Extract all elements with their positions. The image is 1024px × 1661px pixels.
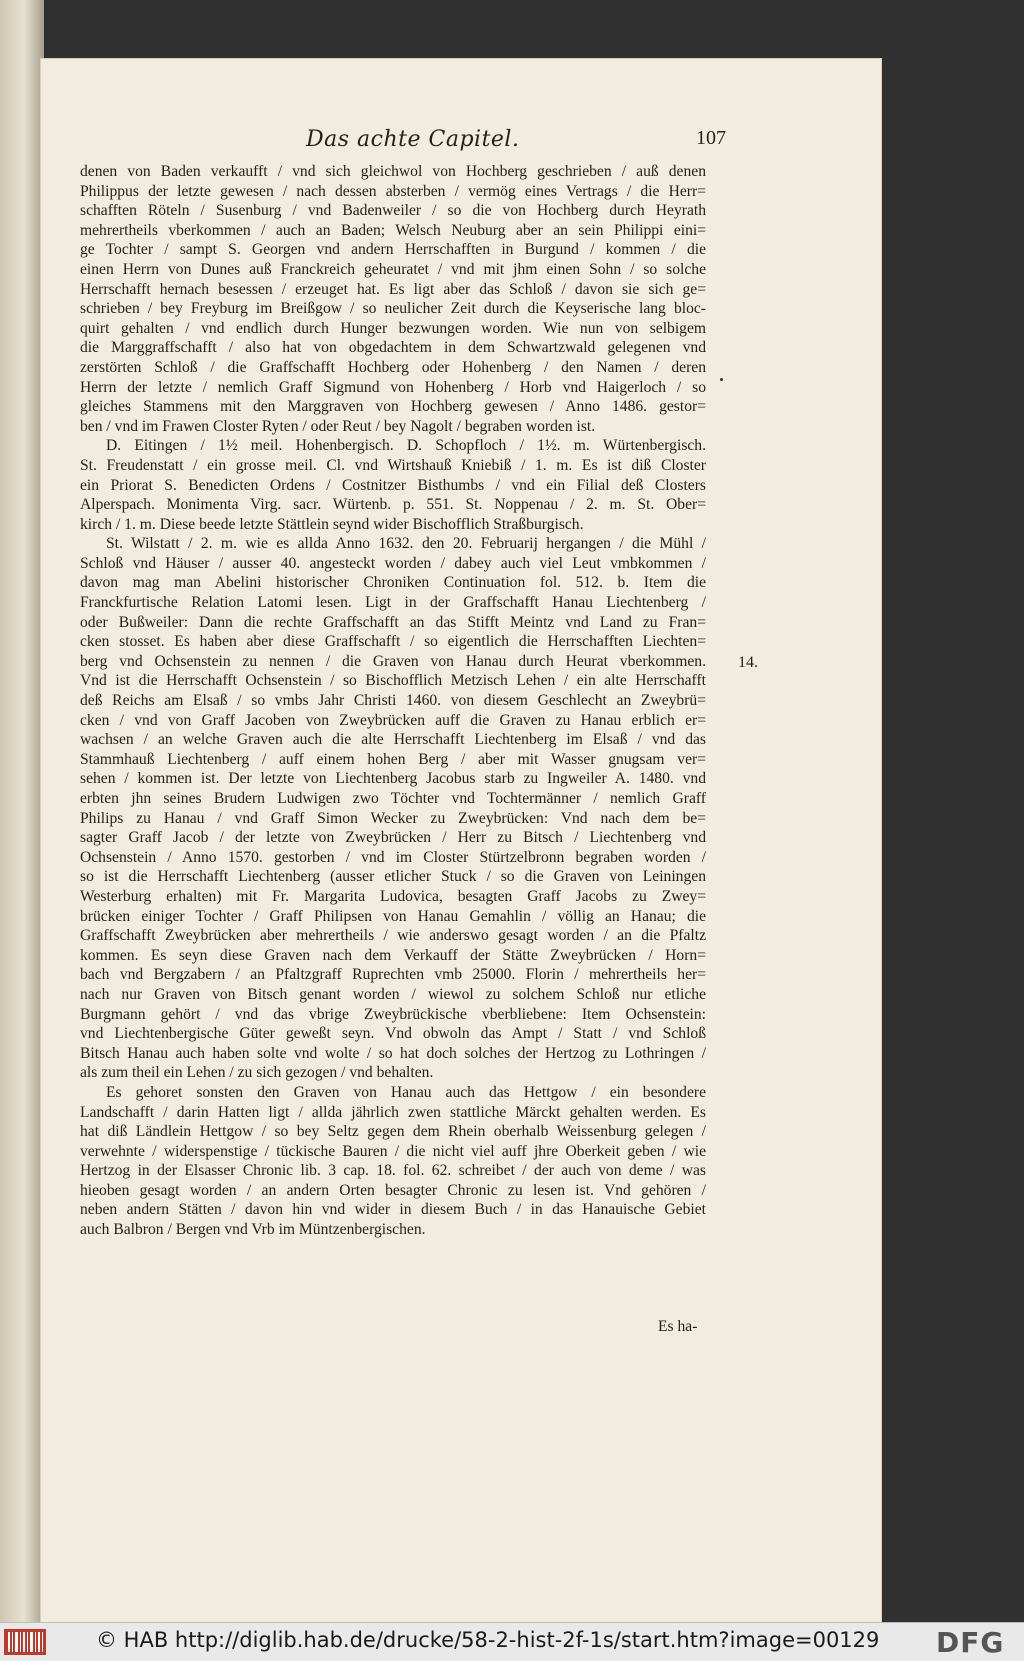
text-line: Franckfurtische Relation Latomi lesen. Ligt in der Graffschafft Hanau Liechtenberg / (80, 594, 706, 612)
text-line: verwehnte / widerspenstige / tückische Bauren / die nicht viel auff jhre Oberkeit geben / wie (80, 1142, 706, 1160)
text-line: berg vnd Ochsenstein zu nennen / die Graven von Hanau durch Heurat vberkommen. (80, 652, 706, 670)
text-line: auch Balbron / Bergen vnd Vrb im Müntzenbergischen. (80, 1221, 426, 1239)
text-line: deß Reichs am Elsaß / so vmbs Jahr Christi 1460. von diesem Geschlecht an Zweybrü= (80, 692, 706, 710)
page-number: 107 (696, 127, 726, 149)
text-line: erbten jhn seines Brudern Ludwigen zwo Töchter vnd Tochtermänner / nemlich Graff (80, 790, 706, 807)
text-line: bach vnd Bergzabern / an Pfaltzgraff Ruprechten vmb 25000. Florin / mehrertheils her= (80, 966, 706, 984)
text-line: St. Wilstatt / 2. m. wie es allda Anno 1632. den 20. Februarij hergangen / die Mühl / (106, 535, 706, 553)
text-line: mehrertheils vberkommen / auch an Baden; Welsch Neuburg aber an sein Philippi eini= (80, 221, 706, 239)
text-line: Bitsch Hanau auch haben solte vnd wolte / so hat doch solches der Hertzog zu Lothringen / (80, 1044, 706, 1062)
text-line: zerstörten Schloß / die Graffschafft Hochberg oder Hohenberg / den Namen / deren (80, 358, 706, 376)
text-line: neben andern Stätten / davon hin vnd wider in diesem Buch / in das Hanauische Gebiet (80, 1201, 706, 1219)
text-line: kommen. Es seyn diese Graven nach dem Verkauff der Stätte Zweybrücken / Horn= (80, 946, 706, 964)
text-line: Graffschafft Zweybrücken aber mehrertheils / wie anderswo gesagt worden / an die Pfaltz (80, 927, 706, 945)
text-line: nach nur Graven von Bitsch genant worden / wiewol zu solchem Schloß nur etliche (80, 985, 706, 1003)
text-line: cken / vnd von Graff Jacoben von Zweybrücken auff die Graven zu Hanau erblich er= (80, 711, 706, 729)
running-title: Das achte Capitel. (306, 127, 520, 152)
text-line: schrieben / bey Freyburg im Breißgow / so neulicher Zeit durch die Keyserische lang bloc- (80, 300, 706, 318)
text-line: als zum theil ein Lehen / zu sich gezogen / vnd behalten. (80, 1064, 434, 1082)
text-line: ge Tochter / sampt S. Georgen vnd andern Herrschafften in Burgund / kommen / die (80, 241, 706, 259)
text-line: so ist die Herrschafft Liechtenberg (ausser etlicher Stuck / so die Graven von Leiningen (80, 868, 706, 886)
text-line: quirt gehalten / vnd endlich durch Hunger bezwungen worden. Wie nun von selbigem (80, 319, 706, 337)
text-line: ben / vnd im Frawen Closter Ryten / oder Reut / bey Nagolt / begraben worden ist. (80, 417, 596, 435)
text-line: hieoben gesagt worden / an andern Orten besagter Chronic zu lesen ist. Vnd gehören / (80, 1181, 706, 1199)
text-line: Landschafft / darin Hatten ligt / allda jährlich zwen stattliche Märckt gehalten werden. Es (80, 1103, 706, 1121)
text-line: die Marggraffschafft / also hat von obgedachtem in dem Schwartzwald gelegenen vnd (80, 339, 706, 357)
footer-bar (0, 1622, 1024, 1661)
text-line: schafften Röteln / Susenburg / vnd Badenweiler / so die von Hochberg durch Heyrath (80, 202, 706, 220)
text-line: hat diß Ländlein Hettgow / so bey Seltz gegen dem Rhein oberhalb Weissenburg gelegen / (80, 1123, 706, 1141)
text-line: Burgmann gehört / vnd das vbrige Zweybrückische vberbliebene: Item Ochsenstein: (80, 1005, 706, 1023)
text-line: Herrschafft hernach besessen / erzeuget hat. Es ligt aber das Schloß / davon sie sich ge= (80, 280, 706, 298)
copyright-link[interactable]: © HAB http://diglib.hab.de/drucke/58-2-hist-2f-1s/start.htm?image=00129 (96, 1628, 880, 1652)
barcode-icon (4, 1629, 46, 1655)
text-line: ein Priorat S. Benedicten Ordens / Costnitzer Bisthumbs / vnd ein Filial deß Closters (80, 476, 706, 494)
text-line: Herrn der letzte / nemlich Graff Sigmund von Hohenberg / Horb vnd Haigerloch / so (80, 378, 706, 396)
body-text (80, 162, 706, 1240)
text-line: einen Herrn von Dunes auß Franckreich geheuratet / vnd mit jhm einen Sohn / so solche (80, 260, 706, 278)
text-line: Vnd ist die Herrschafft Ochsenstein / so Bischofflich Metzisch Lehen / ein alte Herrschafft (80, 672, 706, 690)
text-line: Philips zu Hanau / vnd Graff Simon Wecker zu Zweybrücken: Vnd nach dem be= (80, 809, 706, 827)
text-line: Es gehoret sonsten den Graven von Hanau auch das Hettgow / ein besondere (106, 1083, 706, 1101)
text-line: Stammhauß Liechtenberg / auff einem hohen Berg / aber mit Wasser gnugsam ver= (80, 750, 706, 768)
ink-speck (720, 378, 723, 381)
dfg-logo: DFG (936, 1626, 1005, 1659)
catchword: Es ha- (658, 1318, 698, 1335)
text-line: Schloß vnd Häuser / ausser 40. angesteckt worden / dabey auch viel Leut vmbkommen / (80, 554, 706, 572)
text-line: cken stosset. Es haben aber diese Graffschafft / so eigentlich die Herrschafften Liechten= (80, 633, 706, 651)
text-line: gleiches Stammens mit den Marggraven von Hochberg gewesen / Anno 1486. gestor= (80, 398, 706, 416)
text-line: Hertzog in der Elsasser Chronic lib. 3 cap. 18. fol. 62. schreibet / der auch von deme / was (80, 1162, 706, 1180)
text-line: vnd Liechtenbergische Güter geweßt seyn. Vnd obwoln das Ampt / Statt / vnd Schloß (80, 1025, 706, 1043)
text-line: Westerburg erhalten) mit Fr. Margarita Ludovica, besagten Graff Jacobs zu Zwey= (80, 887, 706, 905)
text-line: sagter Graff Jacob / der letzte von Zweybrücken / Herr zu Bitsch / Liechtenberg vnd (80, 829, 706, 847)
text-line: oder Bußweiler: Dann die rechte Graffschafft an das Stifft Meintz vnd Land zu Fran= (80, 613, 706, 631)
text-line: wachsen / an welche Graven auch die alte Herrschafft Liechtenberg im Elsaß / vnd das (80, 731, 706, 749)
text-line: Ochsenstein / Anno 1570. gestorben / vnd im Closter Stürtzelbronn begraben worden / (80, 848, 706, 866)
text-line: D. Eitingen / 1½ meil. Hohenbergisch. D. Schopfloch / 1½. m. Würtenbergisch. (106, 437, 706, 455)
text-line: denen von Baden verkaufft / vnd sich gleichwol von Hochberg geschrieben / auß denen (80, 163, 706, 180)
text-line: St. Freudenstatt / ein grosse meil. Cl. vnd Wirtshauß Kniebiß / 1. m. Es ist diß Closter (80, 456, 706, 474)
text-line: Alperspach. Monimenta Virg. sacr. Würtenb. p. 551. St. Noppenau / 2. m. St. Ober= (80, 496, 706, 514)
text-line: brücken einiger Tochter / Graff Philipsen von Hanau Gemahlin / völlig an Hanau; die (80, 907, 706, 925)
text-line: kirch / 1. m. Diese beede letzte Stättlein seynd wider Bischofflich Straßburgisch. (80, 515, 584, 533)
text-line: Philippus der letzte gewesen / nach dessen absterben / vermög eines Vertrags / die Herr= (80, 182, 706, 200)
text-line: davon mag man Abelini historischer Chroniken Continuation fol. 512. b. Item die (80, 574, 706, 592)
text-line: sehen / kommen ist. Der letzte von Liechtenberg Jacobus starb zu Ingweiler A. 1480. vnd (80, 770, 706, 788)
margin-note: 14. (738, 654, 758, 671)
facing-page-edge (0, 0, 44, 1622)
page-header (306, 127, 726, 157)
